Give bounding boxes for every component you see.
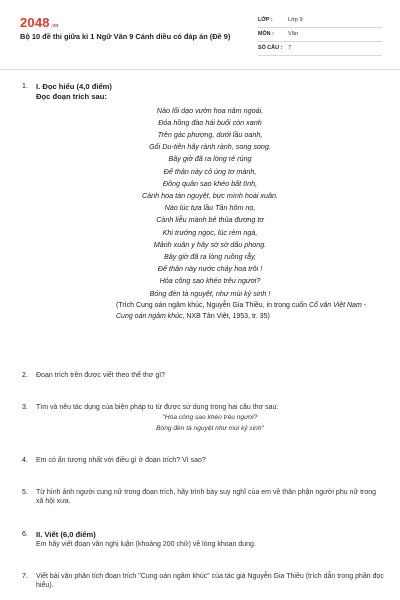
question-number: 6. <box>22 531 28 538</box>
poem-line: Bây giờ đã ra lòng rẻ rúng <box>168 154 252 164</box>
quoted-verse: "Hóa công sao khéo trêu ngươi? <box>162 414 258 422</box>
question-number: 1. <box>22 83 28 90</box>
question-5 <box>18 488 384 507</box>
meta-row-class <box>258 14 382 28</box>
poem-line: Khi trướng ngọc, lúc rèm ngà, <box>162 227 258 237</box>
meta-row-count <box>258 42 382 56</box>
logo-text: 2048 <box>20 15 50 30</box>
poem-excerpt <box>36 105 384 322</box>
poem-line: Bóng đèn tà nguyệt, như mùi kỷ sinh ! <box>149 288 271 298</box>
poem-line: Gối Du-tiên hãy rành rành, song song. <box>149 142 271 152</box>
question-number: 5. <box>22 489 28 496</box>
question-number: 4. <box>22 457 28 464</box>
quoted-verse: Bóng đèn tà nguyệt như mùi kỷ sinh" <box>156 425 264 433</box>
poem-line: Nào lúc tựa lầu Tần hôm nọ, <box>164 203 256 213</box>
meta-row-subject <box>258 28 382 42</box>
question-7 <box>18 572 384 591</box>
question-text: Đoạn trích trên được viết theo thể thơ gì? <box>36 372 166 379</box>
meta-table <box>258 14 382 56</box>
meta-label: SỐ CÂU : <box>258 44 283 51</box>
meta-label: LỚP : <box>258 16 273 23</box>
question-text: Em có ấn tượng nhất với điều gì ở đoạn trích? Vì sao? <box>36 457 206 464</box>
page-title: Bộ 10 đề thi giữa kì 1 Ngữ Văn 9 Cánh diều có đáp án (Đề 9) <box>20 32 231 41</box>
question-3 <box>18 403 384 434</box>
poem-line: Đóa hồng đào hái buổi còn xanh <box>158 117 262 127</box>
poem-line: Cành liễu mành bẻ thủa đương tơ <box>156 215 264 225</box>
poem-line: Nào lối dạo vườn hoa năm ngoái, <box>156 105 264 115</box>
question-number: 7. <box>22 573 28 580</box>
section-heading-writing: II. Viết (6,0 điểm) <box>36 530 96 539</box>
question-number: 2. <box>22 372 28 379</box>
question-2 <box>18 371 384 380</box>
question-text: Viết bài văn phân tích đoạn trích "Cung oán ngâm khúc" của tác giả Nguyễn Gia Thiều (trích dẫn trong phần đọc hiểu). <box>36 573 384 590</box>
section-heading-reading: I. Đọc hiểu (4,0 điểm) <box>36 82 112 91</box>
poem-line: Để thân này cỏ úng tơ mành, <box>163 166 257 176</box>
site-logo[interactable] <box>20 14 59 32</box>
citation-text: (Trích Cung oán ngâm khúc, Nguyễn Gia Thiều, in trong cuốn <box>116 301 309 309</box>
reading-instruction: Đọc đoạn trích sau: <box>36 92 107 102</box>
document-header <box>18 12 382 62</box>
question-6 <box>18 530 384 550</box>
meta-value: Văn <box>288 30 298 37</box>
poem-line: Cành hoa tàn nguyệt, bực mình hoài xuân. <box>141 190 279 200</box>
poem-line: Trên gác phượng, dưới lầu oanh, <box>157 129 263 139</box>
poem-line: Để thân này nước chảy hoa trôi ! <box>157 264 263 274</box>
poem-line: Đông quân sao khéo bất tình, <box>162 178 258 188</box>
question-text: Tìm và nêu tác dụng của biện pháp tu từ được sử dụng trong hai câu thơ sau: <box>36 404 279 411</box>
meta-label: MÔN : <box>258 30 274 37</box>
question-text: Em hãy viết đoạn văn nghị luận (khoảng 200 chữ) về lòng khoan dung. <box>36 541 256 549</box>
poem-line: Hóa công sao khéo trêu ngươi? <box>159 276 261 286</box>
question-1 <box>18 82 384 322</box>
header-divider <box>0 69 400 70</box>
poem-citation <box>36 300 384 322</box>
meta-value: Lớp 9 <box>288 16 303 23</box>
question-4 <box>18 456 384 465</box>
citation-book-title: Cổ văn Việt Nam - Cung oán ngâm khúc <box>116 301 367 320</box>
logo-tld: .vn <box>50 23 59 29</box>
meta-value: 7 <box>288 44 292 51</box>
citation-text: , NXB Tân Việt, 1953, tr. 35) <box>182 312 270 320</box>
question-text: Từ hình ảnh người cung nữ trong đoạn trích, hãy trình bày suy nghĩ của em về thân phận người phụ nữ trong xã hội xưa. <box>36 489 377 506</box>
poem-line: Bây giờ đã ra lòng ruồng rẫy, <box>163 251 257 261</box>
poem-line: Mảnh xuân y hãy sờ sờ dấu phong. <box>153 239 267 249</box>
question-number: 3. <box>22 404 28 411</box>
